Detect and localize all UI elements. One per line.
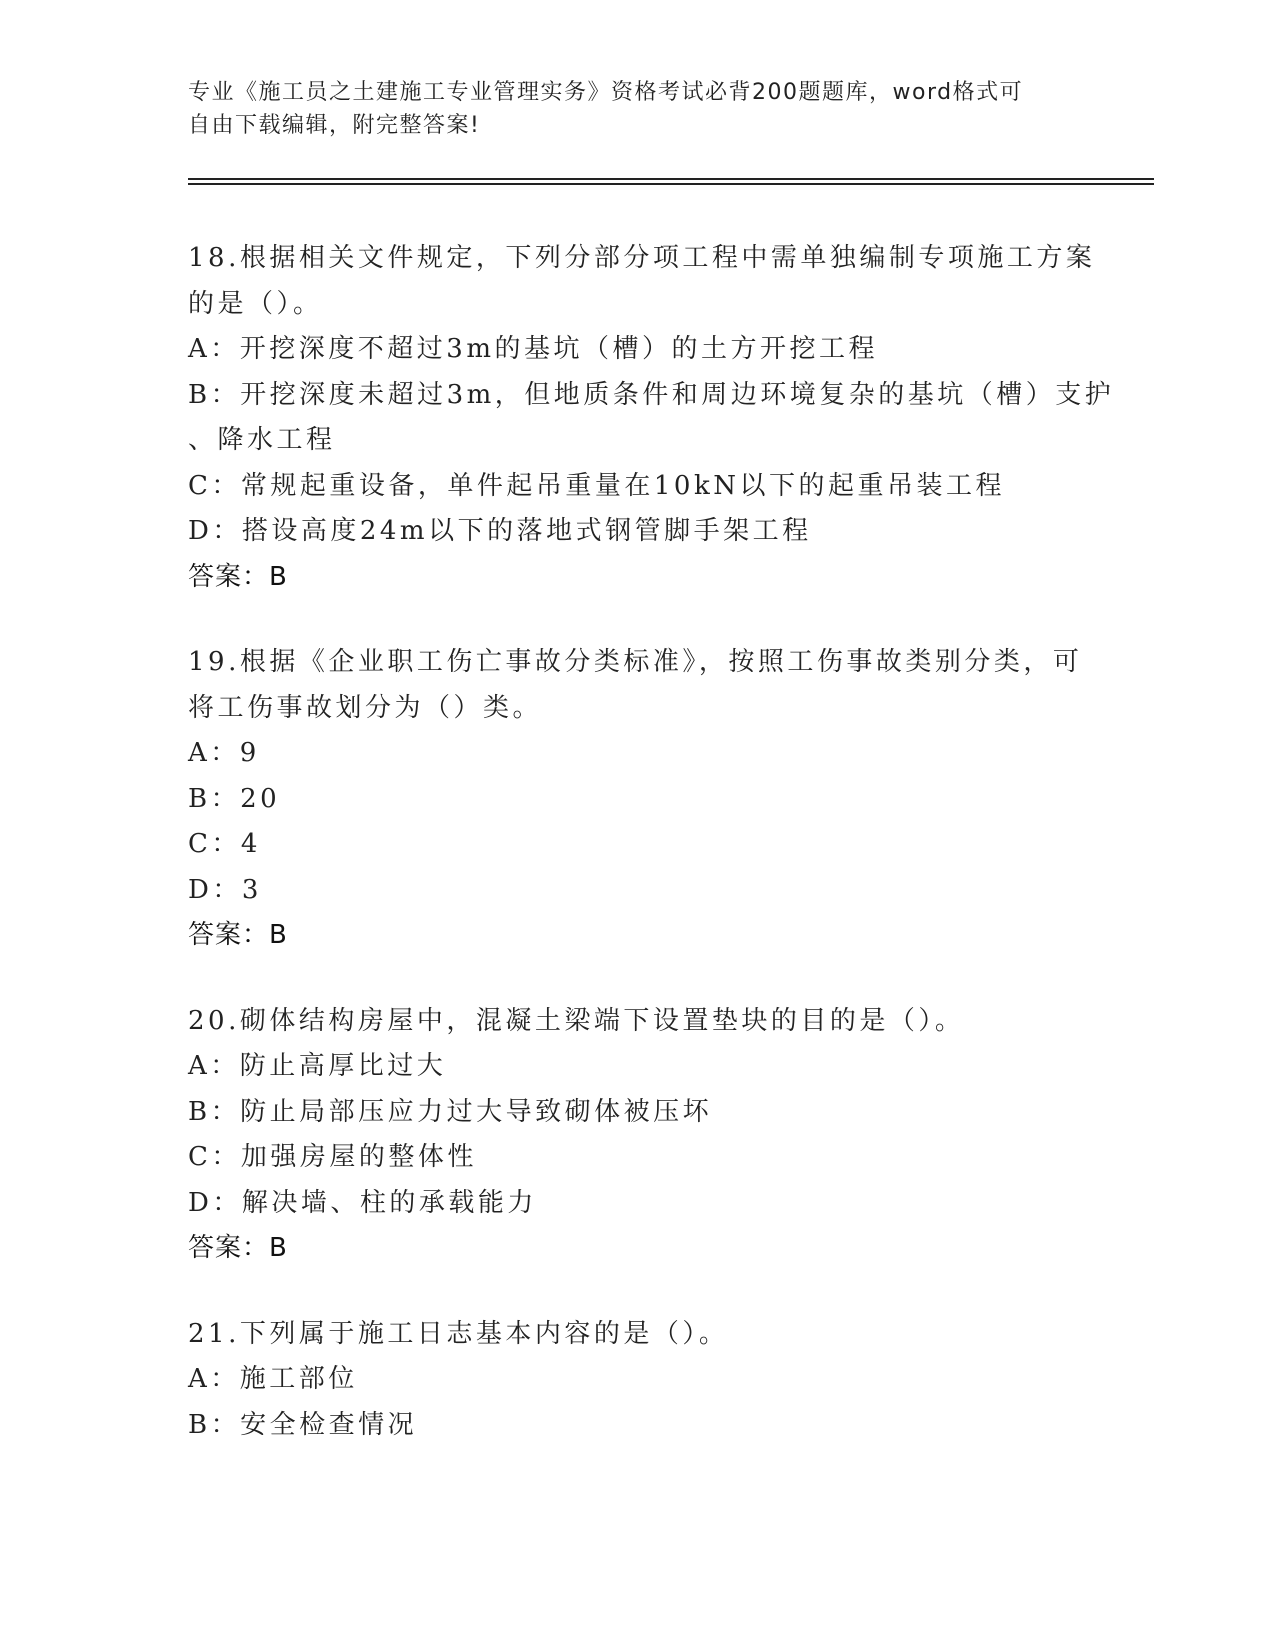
document-header — [188, 76, 1088, 142]
option-d: D：搭设高度24m以下的落地式钢管脚手架工程 — [188, 516, 812, 546]
option-a: A：施工部位 — [188, 1364, 358, 1394]
question-list — [188, 236, 1115, 1488]
answer-label: 答案：B — [188, 1233, 288, 1263]
answer-label: 答案：B — [188, 561, 288, 592]
option-c: C：加强房屋的整体性 — [188, 1142, 477, 1172]
question-stem-line: 的是（）。 — [188, 288, 323, 319]
question-21 — [188, 1312, 1088, 1449]
question-18 — [188, 236, 1115, 600]
question-stem-line: 20.砌体结构房屋中，混凝土梁端下设置垫块的目的是（）。 — [188, 1005, 965, 1036]
option-b-continued: 、降水工程 — [188, 425, 336, 455]
header-line-2: 自由下载编辑，附完整答案! — [188, 113, 481, 138]
answer-label: 答案：B — [188, 920, 288, 950]
option-b: B：防止局部压应力过大导致砌体被压坏 — [188, 1096, 713, 1127]
question-stem-line: 将工伤事故划分为（）类。 — [188, 692, 543, 723]
question-19 — [188, 640, 1088, 959]
option-c: C：4 — [188, 829, 261, 859]
option-b: B：20 — [188, 783, 281, 814]
question-stem-line: 18.根据相关文件规定，下列分部分项工程中需单独编制专项施工方案 — [188, 243, 1096, 273]
option-a: A：9 — [188, 738, 260, 768]
header-divider — [188, 178, 1154, 185]
option-b: B：开挖深度未超过3m，但地质条件和周边环境复杂的基坑（槽）支护 — [188, 379, 1115, 410]
question-stem-line: 21.下列属于施工日志基本内容的是（）。 — [188, 1318, 729, 1349]
option-d: D：解决墙、柱的承载能力 — [188, 1187, 537, 1218]
option-b: B：安全检查情况 — [188, 1409, 418, 1440]
option-a: A：防止高厚比过大 — [188, 1051, 447, 1081]
question-20 — [188, 999, 1088, 1272]
question-stem-line: 19.根据《企业职工伤亡事故分类标准》，按照工伤事故类别分类，可 — [188, 647, 1083, 677]
header-line-1: 专业《施工员之土建施工专业管理实务》资格考试必背200题题库，word格式可 — [188, 80, 1024, 105]
option-d: D：3 — [188, 874, 262, 905]
option-a: A：开挖深度不超过3m的基坑（槽）的土方开挖工程 — [188, 334, 878, 364]
option-c: C：常规起重设备，单件起吊重量在10kN以下的起重吊装工程 — [188, 470, 1005, 501]
